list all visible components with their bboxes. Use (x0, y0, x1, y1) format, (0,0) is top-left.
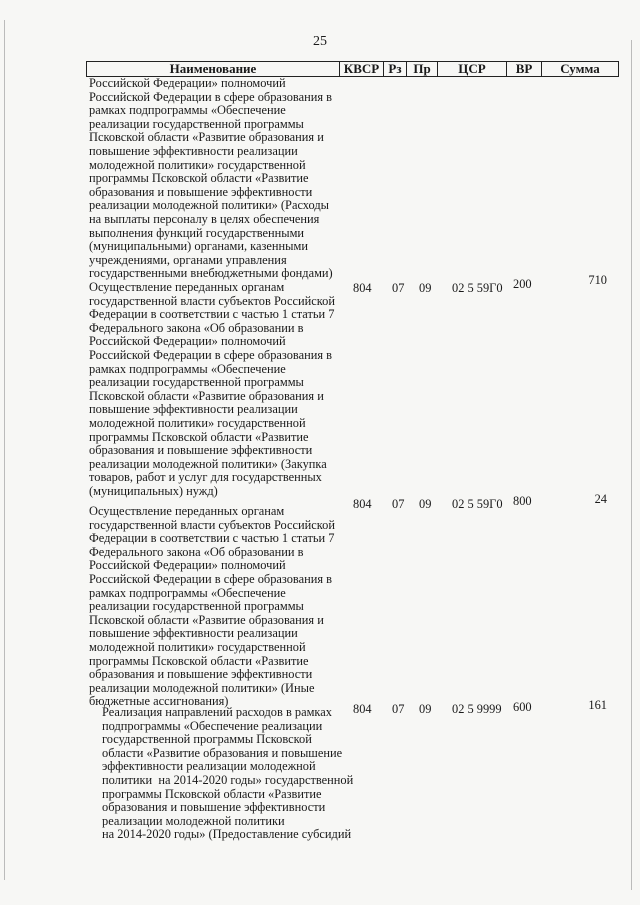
row-description: Реализация направлений расходов в рамках подпрограммы «Обеспечение реализации государственной программы Псковской области «Развитие образования и повышение эффективности реализации молодежной политики на 2014-2020 годы» государственной программы Псковской области «Развитие образования и повышение эффективности реализации молодежной политики на 2014-2020 годы» (Предоставление субсидий (102, 705, 354, 842)
table-row (89, 77, 617, 281)
table-row (89, 706, 617, 842)
rz-code: 07 (392, 281, 405, 295)
pr-code: 09 (419, 497, 432, 511)
header-vr: ВР (507, 62, 542, 76)
vr-code: 200 (513, 277, 532, 291)
kvsr-code: 804 (353, 702, 372, 716)
header-rz: Рз (384, 62, 407, 76)
header-kvsr: КВСР (340, 62, 384, 76)
table-row (89, 505, 617, 709)
kvsr-code: 804 (353, 497, 372, 511)
sum-value: 710 (588, 273, 607, 287)
csr-code: 02 5 59Г0 (452, 281, 503, 295)
sum-value: 24 (594, 492, 607, 506)
scan-edge (631, 40, 632, 890)
row-description: Осуществление переданных органам государственной власти субъектов Российской Федерации в соответствии с частью 1 статьи 7 Федерального закона «Об образовании в Российской Федерации» полномочий Российской Федерации в сфере образования в рамках подпрограммы «Обеспечение реализации государственной программы Псковской области «Развитие образования и повышение эффективности реализации молодежной политики» государственной программы Псковской области «Развитие образования и повышение эффективности реализации молодежной политики» (Иные бюджетные ассигнования) (89, 504, 336, 709)
header-name: Наименование (87, 62, 340, 76)
kvsr-code: 804 (353, 281, 372, 295)
vr-code: 600 (513, 700, 532, 714)
csr-code: 02 5 9999 (452, 702, 502, 716)
header-sum: Сумма (560, 62, 600, 76)
vr-code: 800 (513, 494, 532, 508)
rz-code: 07 (392, 702, 405, 716)
scan-edge (4, 20, 5, 880)
pr-code: 09 (419, 281, 432, 295)
rz-code: 07 (392, 497, 405, 511)
csr-code: 02 5 59Г0 (452, 497, 503, 511)
table-header (86, 61, 619, 77)
table-row (89, 281, 617, 499)
header-pr: Пр (407, 62, 438, 76)
row-description: Осуществление переданных органам государственной власти субъектов Российской Федерации в соответствии с частью 1 статьи 7 Федерального закона «Об образовании в Российской Федерации» полномочий Российской Федерации в сфере образования в рамках подпрограммы «Обеспечение реализации государственной программы Псковской области «Развитие образования и повышение эффективности реализации молодежной политики» государственной программы Псковской области «Развитие образования и повышение эффективности реализации молодежной политики» (Закупка товаров, работ и услуг для государственных (муниципальных) нужд) (89, 280, 336, 498)
sum-value: 161 (588, 698, 607, 712)
page-number: 25 (313, 34, 327, 49)
pr-code: 09 (419, 702, 432, 716)
header-csr: ЦСР (438, 62, 507, 76)
row-description: Российской Федерации» полномочий Российской Федерации в сфере образования в рамках подпрограммы «Обеспечение реализации государственной программы Псковской области «Развитие образования и повышение эффективности реализации молодежной политики» государственной программы Псковской области «Развитие образования и повышение эффективности реализации молодежной политики» (Расходы на выплаты персоналу в целях обеспечения выполнения функций государственными (муниципальными) органами, казенными учреждениями, органами управления государственными внебюджетными фондами) (89, 76, 333, 281)
